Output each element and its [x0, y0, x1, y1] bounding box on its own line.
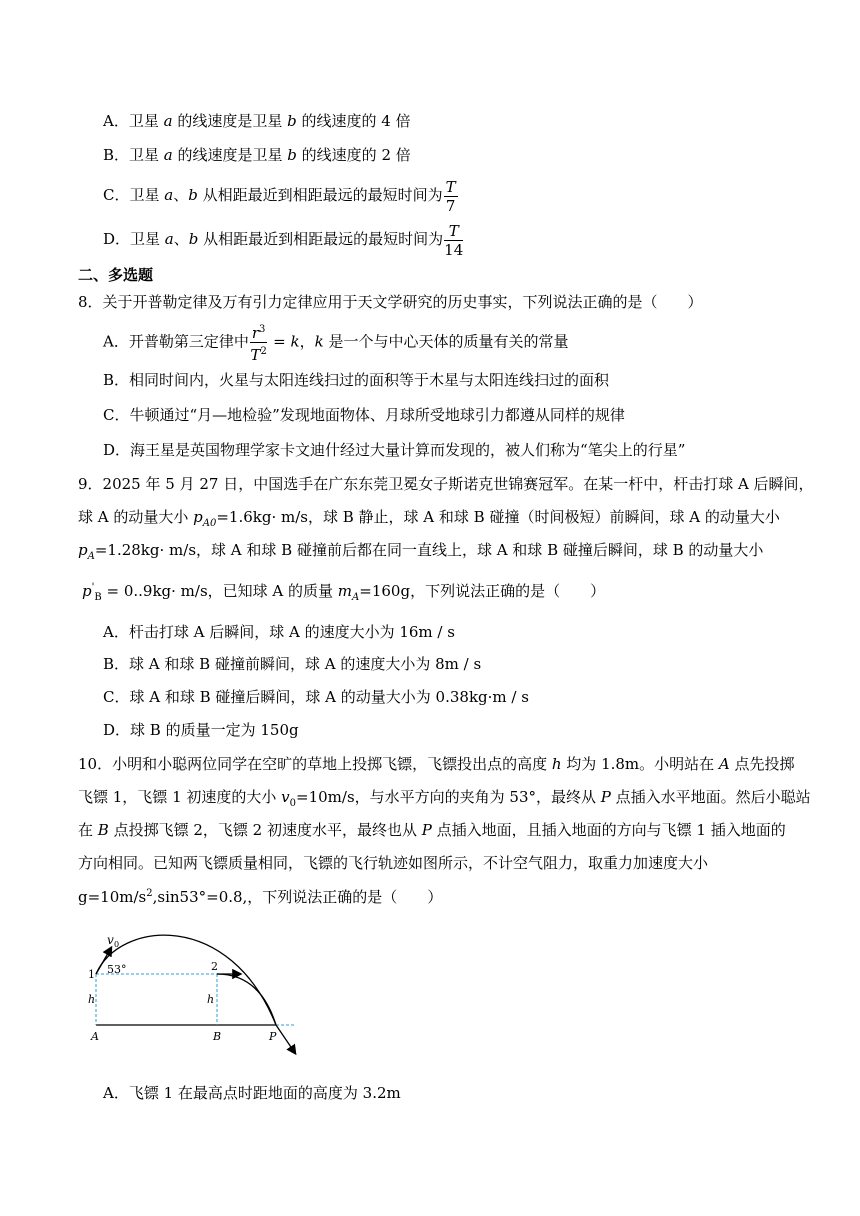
q8-stem: 8．关于开普勒定律及万有引力定律应用于天文学研究的历史事实，下列说法正确的是（ ）	[78, 293, 703, 311]
q8-option-d: D．海王星是英国物理学家卡文迪什经过大量计算而发现的，被人们称为“笔尖上的行星”	[103, 441, 686, 459]
label-v: v	[107, 933, 114, 947]
dart-trajectory-figure	[80, 930, 310, 1060]
q8-option-c: C．牛顿通过“月—地检验”发现地面物体、月球所受地球引力都遵从同样的规律	[103, 406, 625, 424]
label-p: P	[269, 1030, 277, 1043]
label-a: A	[91, 1030, 99, 1043]
label-1: 1	[88, 968, 95, 981]
fraction-t-over-14: $\frac{T}{14}$	[444, 221, 464, 259]
q10-line-4: 方向相同。已知两飞镖质量相同，飞镖的飞行轨迹如图所示，不计空气阻力，取重力加速度大小	[78, 854, 709, 872]
q7-option-c: C．卫星 a、b 从相距最近到相距最远的最短时间为 $\frac{T}{7}$	[103, 177, 456, 215]
q9-option-b: B．球 A 和球 B 碰撞前瞬间，球 A 的速度大小为 8m / s	[103, 655, 482, 673]
label-v0-subscript: 0	[114, 940, 120, 949]
q9-line-3: $p_A=1.28kg\cdot m/s$，球 A 和球 B 碰撞前后都在同一直线上，球 A 和球 B 碰撞后瞬间，球 B 的动量大小	[78, 541, 764, 562]
label-b: B	[213, 1030, 222, 1043]
trajectory-1	[96, 935, 276, 1025]
q8-option-a: A．开普勒第三定律中 $\frac{r^3}{T^2}$ = k，k 是一个与中心天体的质量有关的常量	[103, 321, 568, 364]
label-h-1: h	[88, 993, 96, 1006]
q10-line-2: 飞镖 1，飞镖 1 初速度的大小 $v_0=10m/s$，与水平方向的夹角为 53°，最终从 P 点插入水平地面。然后小聪站	[78, 788, 811, 809]
q8-option-b: B．相同时间内，火星与太阳连线扫过的面积等于木星与太阳连线扫过的面积	[103, 371, 610, 389]
fraction-t-over-7: $\frac{T}{7}$	[445, 177, 456, 215]
q9-line-2: 球 A 的动量大小 $p_{A0}=1.6kg\cdot m/s$，球 B 静止，球 A 和球 B 碰撞（时间极短）前瞬间，球 A 的动量大小	[78, 508, 780, 529]
label-h-2: h	[207, 993, 215, 1006]
q10-line-3: 在 B 点投掷飞镖 2，飞镖 2 初速度水平，最终也从 P 点插入地面，且插入地面的方向与飞镖 1 插入地面的	[78, 821, 786, 839]
q7-option-d: D．卫星 a、b 从相距最近到相距最远的最短时间为 $\frac{T}{14}$	[103, 221, 464, 259]
q10-line-1: 10．小明和小聪两位同学在空旷的草地上投掷飞镖，飞镖投出点的高度 h 均为 1.8m。小明站在 A 点先投掷	[78, 755, 795, 773]
q9-option-c: C．球 A 和球 B 碰撞后瞬间，球 A 的动量大小为 0.38kg·m / s	[103, 688, 529, 706]
fraction-r3-over-t2: $\frac{r^3}{T^2}$	[250, 321, 268, 364]
q9-line-4: $p'_B = 0..9kg\cdot m/s$，已知球 A 的质量 $m_A=160g$，下列说法正确的是（ ）	[82, 582, 606, 603]
section-title: 二、多选题	[78, 266, 154, 284]
landing-arrow	[276, 1025, 295, 1053]
q9-option-d: D．球 B 的质量一定为 150g	[103, 721, 299, 739]
label-2: 2	[211, 960, 218, 973]
q9-line-1: 9．2025 年 5 月 27 日，中国选手在广东东莞卫冕女子斯诺克世锦赛冠军。在某一杆中，杆击打球 A 后瞬间，	[78, 475, 814, 493]
q7-option-a: A．卫星 a 的线速度是卫星 b 的线速度的 4 倍	[103, 112, 411, 130]
trajectory-2	[217, 974, 276, 1025]
q10-line-5: $g=10m/s^2,\sin 53^\circ=0.8$,，下列说法正确的是（ ）	[78, 888, 443, 906]
q7-option-b: B．卫星 a 的线速度是卫星 b 的线速度的 2 倍	[103, 146, 411, 164]
q9-option-a: A．杆击打球 A 后瞬间，球 A 的速度大小为 16m / s	[103, 623, 455, 641]
q10-option-a: A．飞镖 1 在最高点时距地面的高度为 3.2m	[103, 1084, 401, 1102]
label-angle: 53°	[107, 963, 127, 976]
